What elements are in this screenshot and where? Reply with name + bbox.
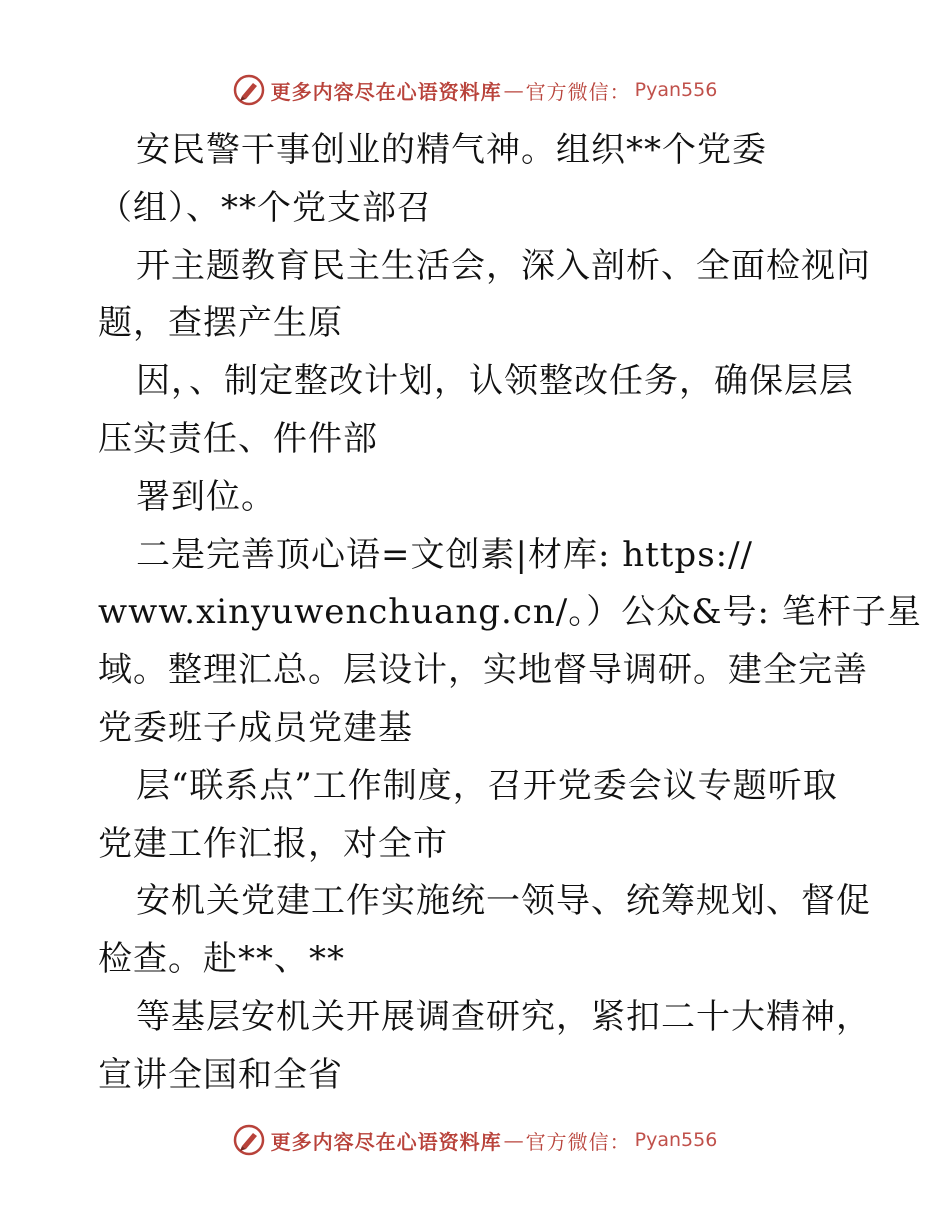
watermark-main-text: 更多内容尽在心语资料库 [270,79,502,104]
watermark-separator: — [503,78,524,102]
watermark-sub-text: 官方微信： [525,1129,631,1154]
pen-logo-icon [233,1124,265,1156]
text-line: 层“联系点”工作制度，召开党委会议专题听取 [136,765,838,806]
watermark-id: Pyan556 [634,79,718,101]
watermark-id: Pyan556 [634,1129,718,1151]
text-line: 党建工作汇报，对全市 [98,823,448,864]
text-line: 宣讲全国和全省 [98,1054,343,1095]
text-line: 安机关党建工作实施统一领导、统筹规划、督促 [136,881,871,922]
watermark-separator: — [503,1128,524,1152]
pen-logo-icon [233,74,265,106]
text-line: 域。整理汇总。层设计，实地督导调研。建全完善 [98,650,868,691]
text-line: 开主题教育民主生活会，深入剖析、全面检视问 [136,245,871,286]
document-body [98,122,922,1105]
text-line: （组）、**个党支部召 [98,187,432,228]
text-line: 压实责任、件件部 [98,418,378,459]
watermark-sub-text: 官方微信： [525,79,631,104]
text-line: 党委班子成员党建基 [98,707,413,748]
text-line: 因，、制定整改计划，认领整改任务，确保层层 [136,361,854,402]
footer-watermark [0,1118,950,1162]
text-line: 二是完善顶心语=文创素|材库: https:// [136,534,754,575]
text-line: 署到位。 [136,476,276,517]
text-line: www.xinyuwenchuang.cn/。）公众&号: 笔杆子星 [98,592,922,633]
text-line: 检查。赴**、** [98,939,345,980]
text-line: 等基层安机关开展调查研究，紧扣二十大精神， [136,996,871,1037]
text-line: 安民警干事创业的精气神。组织**个党委 [136,130,767,170]
text-line: 题，查摆产生原 [98,303,343,344]
watermark-main-text: 更多内容尽在心语资料库 [270,1129,502,1154]
header-watermark [0,68,950,112]
